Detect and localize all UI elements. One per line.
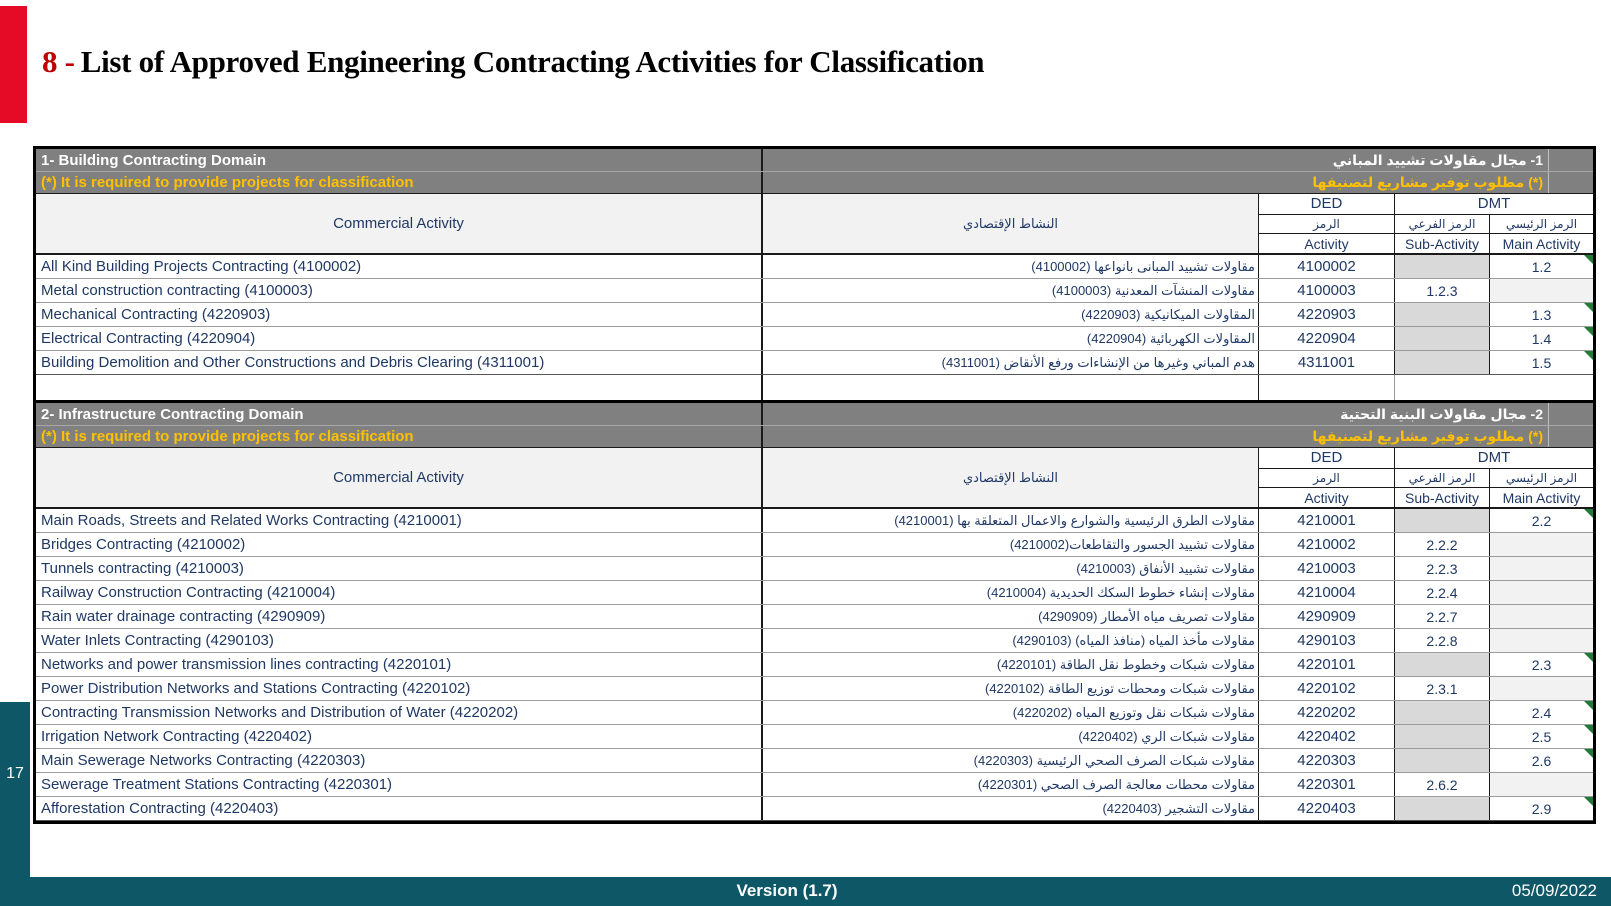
activity-code-cell: 4290909 <box>1259 605 1395 628</box>
table-note-en: (*) It is required to provide projects for classification <box>36 426 763 447</box>
main-activity-cell <box>1490 605 1593 628</box>
comment-indicator-icon <box>1584 653 1593 662</box>
commercial-activity-cell: Main Sewerage Networks Contracting (4220303) <box>36 749 763 772</box>
table-row <box>36 725 1593 749</box>
table-title-row <box>36 149 1593 171</box>
page-number: 17 <box>6 765 24 782</box>
commercial-activity-cell: Afforestation Contracting (4220403) <box>36 797 763 820</box>
table-note-spacer <box>1548 172 1593 193</box>
economic-activity-cell: مقاولات تشييد المبانى بانواعها (4100002) <box>763 255 1259 278</box>
main-activity-cell: 2.6 <box>1490 749 1593 772</box>
table-row <box>36 557 1593 581</box>
main-activity-cell: 1.4 <box>1490 327 1593 350</box>
economic-activity-cell: مقاولات التشجير (4220403) <box>763 797 1259 820</box>
activity-code-cell: 4210003 <box>1259 557 1395 580</box>
code-ar-header-row <box>1259 215 1593 234</box>
authority-header-row <box>1259 448 1593 469</box>
commercial-activity-header: Commercial Activity <box>36 448 763 507</box>
table-row <box>36 797 1593 821</box>
comment-indicator-icon <box>1584 749 1593 758</box>
economic-activity-cell: مقاولات محطات معالجة الصرف الصحي (4220301) <box>763 773 1259 796</box>
comment-indicator-icon <box>1584 797 1593 806</box>
table-note-ar: (*) مطلوب توفير مشاريع لتصنيفها <box>1312 428 1543 444</box>
table-title-row <box>36 403 1593 425</box>
sub-activity-cell <box>1395 303 1490 326</box>
commercial-activity-cell: All Kind Building Projects Contracting (4100002) <box>36 255 763 278</box>
activity-code-cell: 4220403 <box>1259 797 1395 820</box>
economic-activity-cell: مقاولات شبكات الري (4220402) <box>763 725 1259 748</box>
economic-activity-header: النشاط الإقتصادي <box>763 448 1259 507</box>
commercial-activity-header: Commercial Activity <box>36 194 763 253</box>
table-title-en: 1- Building Contracting Domain <box>36 149 763 171</box>
activity-code-cell: 4220202 <box>1259 701 1395 724</box>
activity-code-cell: 4210001 <box>1259 509 1395 532</box>
economic-activity-cell: مقاولات الطرق الرئيسية والشوارع والاعمال المتعلقة بها (4210001) <box>763 509 1259 532</box>
dmt-header: DMT <box>1477 195 1511 213</box>
comment-indicator-icon <box>1584 725 1593 734</box>
sidebar-accent <box>0 702 30 906</box>
activity-code-cell: 4220402 <box>1259 725 1395 748</box>
code-en-header-row <box>1259 488 1593 507</box>
table-title-ar: 1- مجال مقاولات تشييد المباني <box>1332 151 1543 168</box>
sub-activity-cell: 2.6.2 <box>1395 773 1490 796</box>
commercial-activity-cell: Power Distribution Networks and Stations Contracting (4220102) <box>36 677 763 700</box>
spacer-row <box>36 375 1593 400</box>
commercial-activity-cell: Mechanical Contracting (4220903) <box>36 303 763 326</box>
table-rows <box>36 255 1593 375</box>
activity-code-cell: 4220101 <box>1259 653 1395 676</box>
spacer-cell <box>36 375 763 400</box>
codes-header-group <box>1259 194 1593 253</box>
codes-header-group <box>1259 448 1593 507</box>
table-row <box>36 351 1593 375</box>
activity-code-cell: 4311001 <box>1259 351 1395 374</box>
comment-indicator-icon <box>1584 327 1593 336</box>
main-activity-cell: 1.3 <box>1490 303 1593 326</box>
economic-activity-header: النشاط الإقتصادي <box>763 194 1259 253</box>
economic-activity-cell: مقاولات شبكات نقل وتوزيع المياه (4220202) <box>763 701 1259 724</box>
main-activity-cell <box>1490 557 1593 580</box>
sub-activity-cell: 2.2.4 <box>1395 581 1490 604</box>
commercial-activity-cell: Networks and power transmission lines contracting (4220101) <box>36 653 763 676</box>
activity-code-cell: 4210004 <box>1259 581 1395 604</box>
version-label: Version (1.7) <box>736 881 838 900</box>
sub-activity-cell <box>1395 327 1490 350</box>
commercial-activity-cell: Rain water drainage contracting (4290909) <box>36 605 763 628</box>
main-code-ar-header: الرمز الرئيسي <box>1505 216 1578 231</box>
economic-activity-cell: مقاولات شبكات الصرف الصحي الرئيسية (4220303) <box>763 749 1259 772</box>
sub-activity-cell <box>1395 351 1490 374</box>
sub-activity-cell: 1.2.3 <box>1395 279 1490 302</box>
commercial-activity-cell: Railway Construction Contracting (4210004) <box>36 581 763 604</box>
economic-activity-cell: مقاولات تشييد الأنفاق (4210003) <box>763 557 1259 580</box>
main-activity-cell: 2.5 <box>1490 725 1593 748</box>
commercial-activity-cell: Bridges Contracting (4210002) <box>36 533 763 556</box>
main-activity-cell <box>1490 629 1593 652</box>
code-en-header-row <box>1259 234 1593 253</box>
activity-header: Activity <box>1259 488 1395 507</box>
ded-header: DED <box>1259 448 1395 468</box>
code-ar-header: الرمز <box>1259 215 1395 233</box>
table-note-en: (*) It is required to provide projects for classification <box>36 172 763 193</box>
sub-code-ar-header: الرمز الفرعي <box>1395 469 1490 487</box>
comment-indicator-icon <box>1584 509 1593 518</box>
table-note-ar: (*) مطلوب توفير مشاريع لتصنيفها <box>1312 174 1543 190</box>
activity-code-cell: 4220903 <box>1259 303 1395 326</box>
sub-activity-header: Sub-Activity <box>1395 234 1490 253</box>
comment-indicator-icon <box>1584 701 1593 710</box>
code-ar-header: الرمز <box>1259 469 1395 487</box>
sub-activity-cell <box>1395 509 1490 532</box>
activity-code-cell: 4100002 <box>1259 255 1395 278</box>
page-title <box>42 44 984 80</box>
authority-header-row <box>1259 194 1593 215</box>
table-row <box>36 629 1593 653</box>
economic-activity-cell: مقاولات تشييد الجسور والتقاطعات(4210002) <box>763 533 1259 556</box>
main-activity-cell <box>1490 581 1593 604</box>
table-title-ar: 2- مجال مقاولات البنية التحتية <box>1340 405 1543 422</box>
table-row <box>36 255 1593 279</box>
title-text: List of Approved Engineering Contracting Activities for Classification <box>80 44 985 79</box>
main-activity-cell: 2.3 <box>1490 653 1593 676</box>
column-headers <box>36 193 1593 255</box>
sub-activity-cell <box>1395 725 1490 748</box>
table-rows <box>36 509 1593 821</box>
comment-indicator-icon <box>1584 351 1593 360</box>
code-ar-header-row <box>1259 469 1593 488</box>
sub-activity-cell: 2.2.2 <box>1395 533 1490 556</box>
sub-activity-cell: 2.2.7 <box>1395 605 1490 628</box>
economic-activity-cell: مقاولات مأخذ المياه (منافذ المياه) (4290103) <box>763 629 1259 652</box>
economic-activity-cell: مقاولات المنشآت المعدنية (4100003) <box>763 279 1259 302</box>
date-label: 05/09/2022 <box>1511 881 1597 900</box>
economic-activity-cell: مقاولات إنشاء خطوط السكك الحديدية (4210004) <box>763 581 1259 604</box>
table-note-row <box>36 171 1593 193</box>
commercial-activity-cell: Contracting Transmission Networks and Distribution of Water (4220202) <box>36 701 763 724</box>
main-activity-cell: 2.2 <box>1490 509 1593 532</box>
column-headers <box>36 447 1593 509</box>
spacer-cell <box>1259 375 1395 400</box>
activity-code-cell: 4100003 <box>1259 279 1395 302</box>
activity-code-cell: 4210002 <box>1259 533 1395 556</box>
main-activity-cell: 1.5 <box>1490 351 1593 374</box>
table-row <box>36 303 1593 327</box>
sub-activity-cell <box>1395 749 1490 772</box>
table-title-spacer <box>1548 403 1593 425</box>
main-activity-cell: 1.2 <box>1490 255 1593 278</box>
economic-activity-cell: المقاولات الميكانيكية (4220903) <box>763 303 1259 326</box>
main-activity-cell <box>1490 533 1593 556</box>
activity-header: Activity <box>1259 234 1395 253</box>
dmt-header: DMT <box>1477 449 1511 467</box>
commercial-activity-cell: Water Inlets Contracting (4290103) <box>36 629 763 652</box>
table-row <box>36 279 1593 303</box>
sub-code-ar-header: الرمز الفرعي <box>1395 215 1490 233</box>
infrastructure-contracting-table <box>36 400 1593 821</box>
table-row <box>36 327 1593 351</box>
economic-activity-cell: المقاولات الكهربائية (4220904) <box>763 327 1259 350</box>
economic-activity-cell: مقاولات تصريف مياه الأمطار (4290909) <box>763 605 1259 628</box>
sub-activity-cell <box>1395 797 1490 820</box>
main-activity-cell <box>1490 279 1593 302</box>
economic-activity-cell: مقاولات شبكات ومحطات توزيع الطاقة (4220102) <box>763 677 1259 700</box>
activity-code-cell: 4220301 <box>1259 773 1395 796</box>
ded-header: DED <box>1259 194 1395 214</box>
sub-activity-cell: 2.2.8 <box>1395 629 1490 652</box>
table-row <box>36 581 1593 605</box>
activity-code-cell: 4220303 <box>1259 749 1395 772</box>
main-activity-cell: 2.4 <box>1490 701 1593 724</box>
table-note-spacer <box>1548 426 1593 447</box>
table-row <box>36 677 1593 701</box>
table-row <box>36 773 1593 797</box>
economic-activity-cell: مقاولات شبكات وخطوط نقل الطاقة (4220101) <box>763 653 1259 676</box>
activity-code-cell: 4220904 <box>1259 327 1395 350</box>
main-activity-header: Main Activity <box>1502 489 1581 506</box>
sub-activity-cell <box>1395 255 1490 278</box>
building-contracting-table <box>36 149 1593 400</box>
classification-tables <box>33 146 1596 824</box>
commercial-activity-cell: Metal construction contracting (4100003) <box>36 279 763 302</box>
activity-code-cell: 4220102 <box>1259 677 1395 700</box>
activity-code-cell: 4290103 <box>1259 629 1395 652</box>
comment-indicator-icon <box>1584 303 1593 312</box>
commercial-activity-cell: Electrical Contracting (4220904) <box>36 327 763 350</box>
commercial-activity-cell: Sewerage Treatment Stations Contracting (4220301) <box>36 773 763 796</box>
sub-activity-cell <box>1395 653 1490 676</box>
commercial-activity-cell: Irrigation Network Contracting (4220402) <box>36 725 763 748</box>
table-row <box>36 605 1593 629</box>
spacer-cell <box>1395 375 1593 400</box>
table-row <box>36 533 1593 557</box>
table-title-spacer <box>1548 149 1593 171</box>
comment-indicator-icon <box>1584 255 1593 264</box>
sub-activity-cell <box>1395 701 1490 724</box>
table-row <box>36 509 1593 533</box>
main-code-ar-header: الرمز الرئيسي <box>1505 470 1578 485</box>
table-row <box>36 701 1593 725</box>
commercial-activity-cell: Tunnels contracting (4210003) <box>36 557 763 580</box>
title-number: 8 - <box>42 44 75 79</box>
accent-bar <box>0 6 27 123</box>
footer-bar <box>0 877 1611 906</box>
spacer-cell <box>763 375 1259 400</box>
main-activity-cell <box>1490 773 1593 796</box>
table-title-en: 2- Infrastructure Contracting Domain <box>36 403 763 425</box>
sub-activity-header: Sub-Activity <box>1395 488 1490 507</box>
commercial-activity-cell: Main Roads, Streets and Related Works Contracting (4210001) <box>36 509 763 532</box>
table-row <box>36 749 1593 773</box>
sub-activity-cell: 2.2.3 <box>1395 557 1490 580</box>
main-activity-cell: 2.9 <box>1490 797 1593 820</box>
main-activity-cell <box>1490 677 1593 700</box>
economic-activity-cell: هدم المباني وغيرها من الإنشاءات ورفع الأنقاض (4311001) <box>763 351 1259 374</box>
sub-activity-cell: 2.3.1 <box>1395 677 1490 700</box>
table-row <box>36 653 1593 677</box>
table-note-row <box>36 425 1593 447</box>
main-activity-header: Main Activity <box>1502 235 1581 252</box>
commercial-activity-cell: Building Demolition and Other Constructions and Debris Clearing (4311001) <box>36 351 763 374</box>
